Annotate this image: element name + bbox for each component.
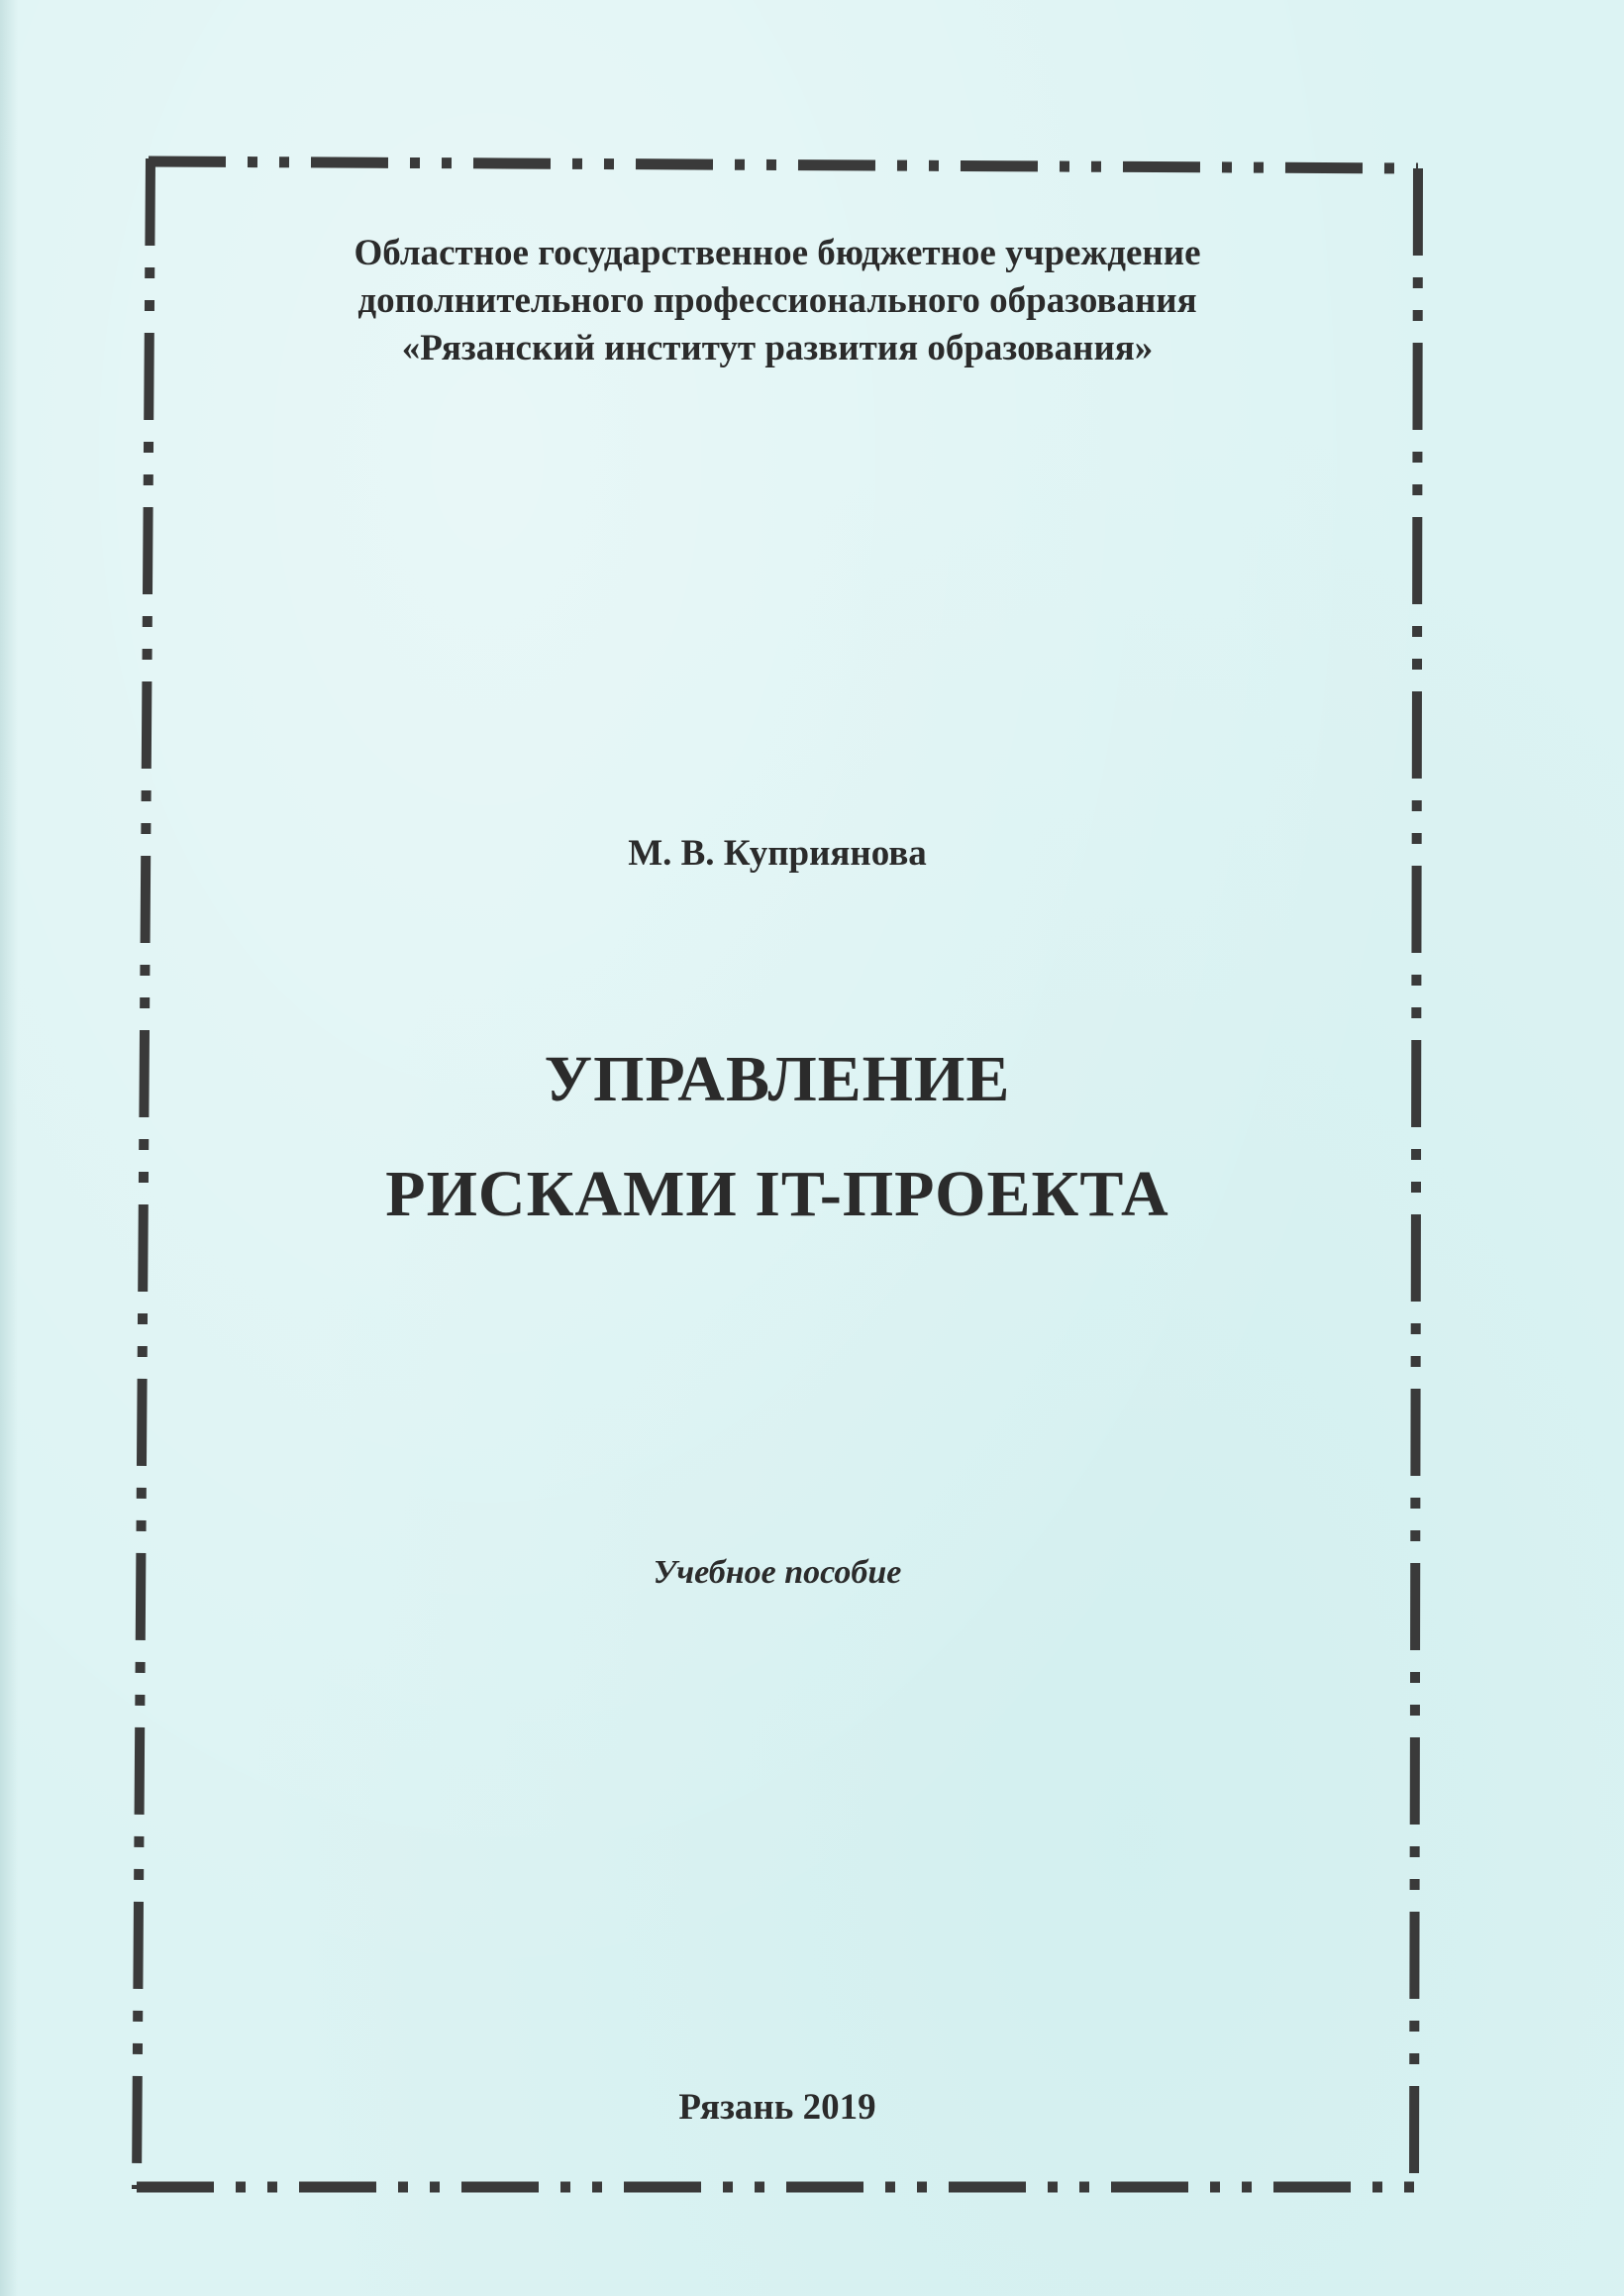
author-name: М. В. Куприянова <box>628 833 927 874</box>
city-year: Рязань 2019 <box>678 2087 876 2128</box>
title-line-2: РИСКАМИ IT-ПРОЕКТА <box>385 1158 1169 1230</box>
document-title <box>0 1022 1555 1252</box>
title-line-1: УПРАВЛЕНИЕ <box>544 1043 1011 1115</box>
institution-line-1: Областное государственное бюджетное учреждение <box>354 233 1201 273</box>
institution-line-3: «Рязанский институт развития образования» <box>401 328 1154 368</box>
document-type: Учебное пособие <box>653 1554 902 1591</box>
institution-line-2: дополнительного профессионального образования <box>357 280 1197 321</box>
institution-header <box>0 230 1555 372</box>
